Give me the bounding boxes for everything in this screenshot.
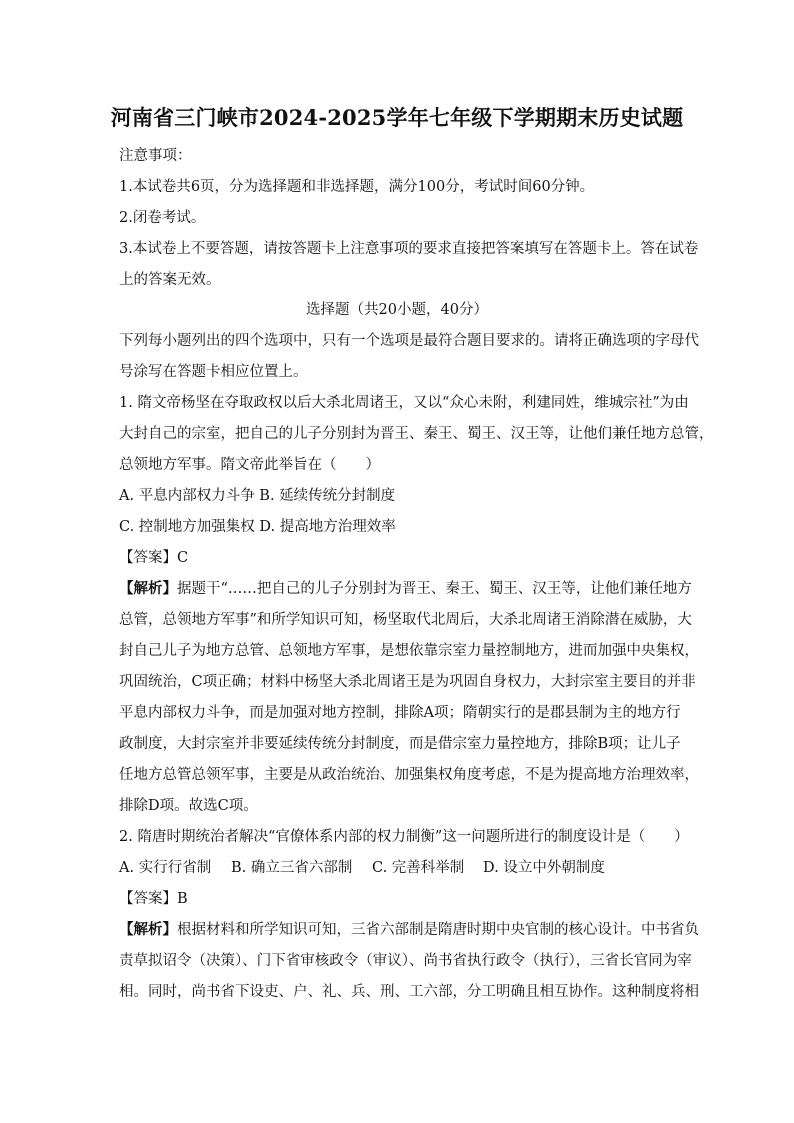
q1-analysis-line-5: 平息内部权力斗争，而是加强对地方控制，排除A项；隋朝实行的是郡县制为主的地方行 (119, 705, 681, 721)
q1-analysis-line-6: 政制度，大封宗室并非要延续传统分封制度，而是借宗室力量控地方，排除B项；让儿子 (119, 736, 681, 752)
notice-item-2: 2.闭卷考试。 (119, 210, 206, 226)
q1-analysis-label: 【解析】 (119, 580, 177, 597)
q2-options (119, 858, 605, 878)
q1-analysis-line-2: 总管，总领地方军事”和所学知识可知，杨坚取代北周后，大杀北周诸王消除潜在威胁，大 (119, 612, 692, 628)
section-title: 选择题（共20小题，40分） (306, 302, 488, 318)
q1-analysis-line-1 (119, 579, 692, 599)
q1-options-cd: C. 控制地方加强集权 D. 提高地方治理效率 (119, 519, 396, 535)
q1-analysis-line-3: 封自己儿子为地方总管、总领地方军事，是想依靠宗室力量控制地方，进而加强中央集权， (119, 643, 699, 659)
q1-analysis-line-8: 排除D项。故选C项。 (119, 798, 258, 814)
q1-analysis-line-4: 巩固统治，C项正确；材料中杨坚大杀北周诸王是为巩固自身权力，大封宗室主要目的并非 (119, 674, 696, 690)
q2-analysis-line-2: 责草拟诏令（决策）、门下省审核政令（审议）、尚书省执行政令（执行），三省长官同为宰 (119, 953, 692, 969)
q2-option-a: A. 实行行省制 (119, 860, 212, 876)
q2-option-d: D. 设立中外朝制度 (483, 860, 605, 876)
instructions-line-1: 下列每小题列出的四个选项中，只有一个选项是最符合题目要求的。请将正确选项的字母代 (119, 333, 699, 349)
notice-item-3-continued: 上的答案无效。 (119, 272, 221, 288)
notice-item-3: 3.本试卷上不要答题，请按答题卡上注意事项的要求直接把答案填写在答题卡上。答在试卷 (119, 241, 699, 257)
q1-answer: 【答案】C (119, 550, 189, 566)
notice-heading: 注意事项： (119, 148, 192, 164)
q2-answer: 【答案】B (119, 891, 188, 907)
q1-analysis-text: 据题干“……把自己的儿子分别封为晋王、秦王、蜀王、汉王等，让他们兼任地方 (177, 581, 692, 597)
q2-analysis-line-1 (119, 920, 699, 940)
document-title: 河南省三门峡市2024-2025学年七年级下学期期末历史试题 (110, 105, 684, 130)
q2-option-b: B. 确立三省六部制 (231, 860, 353, 876)
notice-item-1: 1.本试卷共6页，分为选择题和非选择题，满分100分，考试时间60分钟。 (119, 179, 595, 195)
q2-analysis-line-3: 相。同时，尚书省下设吏、户、礼、兵、刑、工六部，分工明确且相互协作。这种制度将相 (119, 984, 699, 1000)
q1-stem-line-2: 大封自己的宗室，把自己的儿子分别封为晋王、秦王、蜀王、汉王等，让他们兼任地方总管， (119, 426, 714, 442)
q2-analysis-label: 【解析】 (119, 921, 177, 938)
q1-options-ab: A. 平息内部权力斗争 B. 延续传统分封制度 (119, 488, 396, 504)
q2-analysis-text: 根据材料和所学知识可知，三省六部制是隋唐时期中央官制的核心设计。中书省负 (177, 922, 699, 938)
instructions-line-2: 号涂写在答题卡相应位置上。 (119, 364, 308, 380)
q1-stem-line-3: 总领地方军事。隋文帝此举旨在（ ） (119, 457, 380, 473)
q2-option-c: C. 完善科举制 (372, 860, 465, 876)
q1-analysis-line-7: 任地方总管总领军事，主要是从政治统治、加强集权角度考虑，不是为提高地方治理效率， (119, 767, 699, 783)
q1-stem-line-1: 1. 隋文帝杨坚在夺取政权以后大杀北周诸王，又以“众心未附，利建同姓，维城宗社”为由 (119, 395, 689, 411)
q2-stem: 2. 隋唐时期统治者解决“官僚体系内部的权力制衡”这一问题所进行的制度设计是（ ） (119, 829, 689, 845)
